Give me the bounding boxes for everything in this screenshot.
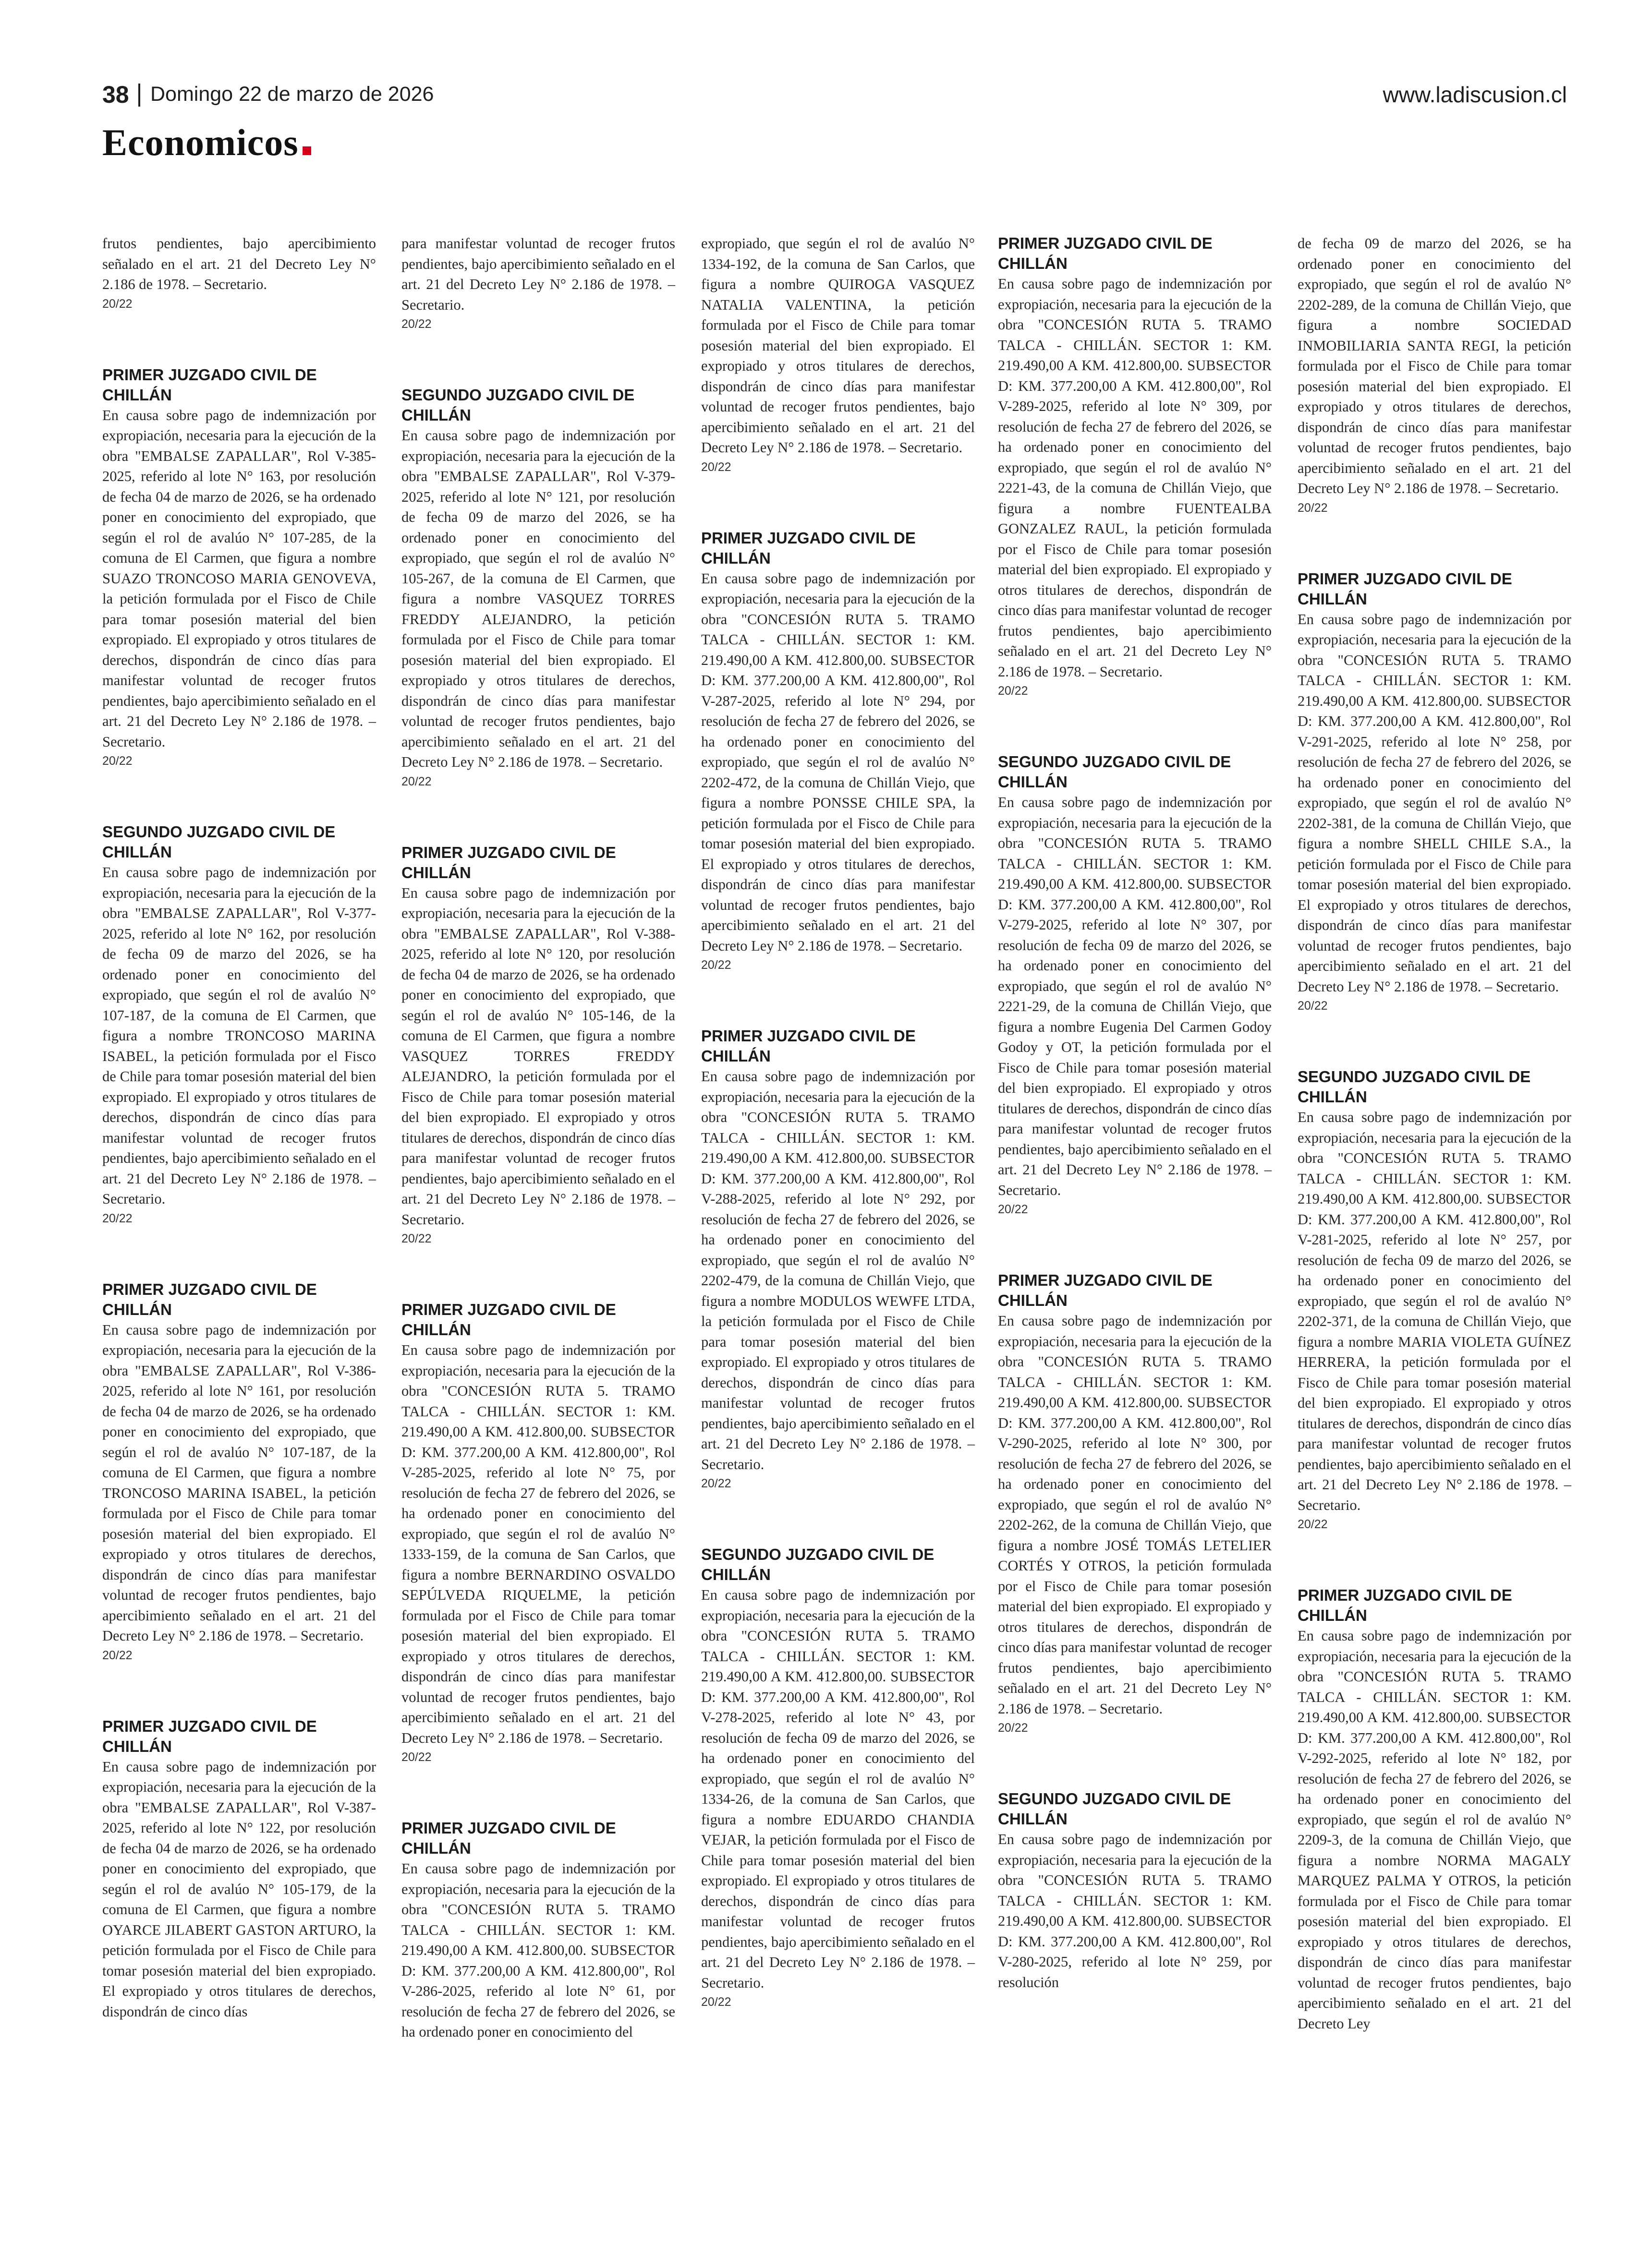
notice-court-title: SEGUNDO JUZGADO CIVIL DE CHILLÁN bbox=[998, 753, 1231, 791]
legal-notice bbox=[401, 843, 675, 1248]
notice-court-title: PRIMER JUZGADO CIVIL DE CHILLÁN bbox=[401, 843, 616, 881]
notice-body: En causa sobre pago de indemnización por expropiación, necesaria para la ejecución de la obra "CONCESIÓN RUTA 5. TRAMO TALCA - CHILLÁN. SECTOR 1: KM. 219.490,00 A KM. 412.800,00. SUBSECTOR D: KM. 377.200,00 A KM. 412.800,00", Rol V-281-2025, referido al lote N° 257, por resolución de fecha 09 de marzo del 2026, se ha ordenado poner en conocimiento del expropiado, que según el rol de avalúo N° 2202-371, de la comuna de Chillán Viejo, que figura a nombre MARIA VIOLETA GUÍNEZ HERRERA, la petición formulada por el Fisco de Chile para tomar posesión material del bien expropiado. El expropiado y otros titulares de derechos, dispondrán de cinco días para manifestar voluntad de recoger frutos pendientes, bajo apercibimiento señalado en el art. 21 del Decreto Ley N° 2.186 de 1978. – Secretario. bbox=[1298, 1109, 1571, 1513]
notice-court-title: PRIMER JUZGADO CIVIL DE CHILLÁN bbox=[102, 1280, 317, 1318]
notice-body: En causa sobre pago de indemnización por expropiación, necesaria para la ejecución de la obra "EMBALSE ZAPALLAR", Rol V-385-2025, referido al lote N° 163, por resolución de fecha 04 de marzo de 2026, se ha ordenado poner en conocimiento del expropiado, que según el rol de avalúo N° 107-285, de la comuna de El Carmen, que figura a nombre SUAZO TRONCOSO MARIA GENOVEVA, la petición formulada por el Fisco de Chile para tomar posesión material del bien expropiado. El expropiado y otros titulares de derechos, dispondrán de cinco días para manifestar voluntad de recoger frutos pendientes, bajo apercibimiento señalado en el art. 21 del Decreto Ley N° 2.186 de 1978. – Secretario. bbox=[102, 407, 376, 750]
legal-notice bbox=[701, 1544, 975, 2011]
legal-notice bbox=[102, 822, 376, 1228]
section-title bbox=[102, 121, 311, 164]
notice-body: para manifestar voluntad de recoger frutos pendientes, bajo apercibimiento señalado en el art. 21 del Decreto Ley N° 2.186 de 1978. – Secretario. bbox=[401, 235, 675, 313]
notice-code: 20/22 bbox=[701, 460, 731, 474]
notice-court-title: PRIMER JUZGADO CIVIL DE CHILLÁN bbox=[102, 365, 317, 404]
notice-court-title: PRIMER JUZGADO CIVIL DE CHILLÁN bbox=[998, 234, 1213, 272]
legal-notice bbox=[1298, 233, 1571, 517]
notice-court-title: SEGUNDO JUZGADO CIVIL DE CHILLÁN bbox=[401, 386, 635, 424]
notice-body: En causa sobre pago de indemnización por expropiación, necesaria para la ejecución de la obra "EMBALSE ZAPALLAR", Rol V-388-2025, referido al lote N° 120, por resolución de fecha 04 de marzo de 2026, se ha ordenado poner en conocimiento del expropiado, que según el rol de avalúo N° 105-146, de la comuna de El Carmen, que figura a nombre VASQUEZ TORRES FREDDY ALEJANDRO, la petición formulada por el Fisco de Chile para tomar posesión material del bien expropiado. El expropiado y otros titulares de derechos, dispondrán de cinco días para manifestar voluntad de recoger frutos pendientes, bajo apercibimiento señalado en el art. 21 del Decreto Ley N° 2.186 de 1978. – Secretario. bbox=[401, 884, 675, 1228]
column-5 bbox=[1298, 233, 1571, 2086]
legal-notice bbox=[998, 1789, 1272, 1992]
notice-body: En causa sobre pago de indemnización por expropiación, necesaria para la ejecución de la obra "CONCESIÓN RUTA 5. TRAMO TALCA - CHILLÁN. SECTOR 1: KM. 219.490,00 A KM. 412.800,00. SUBSECTOR D: KM. 377.200,00 A KM. 412.800,00", Rol V-278-2025, referido al lote N° 43, por resolución de fecha 09 de marzo del 2026, se ha ordenado poner en conocimiento del expropiado, que según el rol de avalúo N° 1334-26, de la comuna de San Carlos, que figura a nombre EDUARDO CHANDIA VEJAR, la petición formulada por el Fisco de Chile para tomar posesión material del bien expropiado. El expropiado y otros titulares de derechos, dispondrán de cinco días para manifestar voluntad de recoger frutos pendientes, bajo apercibimiento señalado en el art. 21 del Decreto Ley N° 2.186 de 1978. – Secretario. bbox=[701, 1587, 975, 1991]
notice-court-title: PRIMER JUZGADO CIVIL DE CHILLÁN bbox=[998, 1271, 1213, 1309]
notice-court-title: SEGUNDO JUZGADO CIVIL DE CHILLÁN bbox=[701, 1545, 935, 1583]
column-4 bbox=[998, 233, 1272, 2044]
column-3 bbox=[701, 233, 975, 2063]
notice-court-title: PRIMER JUZGADO CIVIL DE CHILLÁN bbox=[401, 1819, 616, 1857]
legal-notice bbox=[998, 752, 1272, 1218]
notice-code: 20/22 bbox=[998, 684, 1028, 698]
notice-court-title: SEGUNDO JUZGADO CIVIL DE CHILLÁN bbox=[102, 823, 336, 861]
website-link[interactable]: www.ladiscusion.cl bbox=[1383, 82, 1567, 107]
legal-notice bbox=[401, 1300, 675, 1766]
notice-code: 20/22 bbox=[401, 1232, 432, 1245]
notice-court-title: PRIMER JUZGADO CIVIL DE CHILLÁN bbox=[1298, 1586, 1512, 1624]
legal-notice bbox=[701, 528, 975, 975]
legal-notice bbox=[701, 233, 975, 476]
notice-body: de fecha 09 de marzo del 2026, se ha ordenado poner en conocimiento del expropiado, que según el rol de avalúo N° 2202-289, de la comuna de Chillán Viejo, que figura a nombre SOCIEDAD INMOBILIARIA SANTA REGI, la petición formulada por el Fisco de Chile para tomar posesión material del bien expropiado. El expropiado y otros titulares de derechos, dispondrán de cinco días para manifestar voluntad de recoger frutos pendientes, bajo apercibimiento señalado en el art. 21 del Decreto Ley N° 2.186 de 1978. – Secretario. bbox=[1298, 235, 1571, 496]
notice-body: En causa sobre pago de indemnización por expropiación, necesaria para la ejecución de la obra "CONCESIÓN RUTA 5. TRAMO TALCA - CHILLÁN. SECTOR 1: KM. 219.490,00 A KM. 412.800,00. SUBSECTOR D: KM. 377.200,00 A KM. 412.800,00", Rol V-289-2025, referido al lote N° 309, por resolución de fecha 27 de febrero del 2026, se ha ordenado poner en conocimiento del expropiado, que según el rol de avalúo N° 2221-43, de la comuna de Chillán Viejo, que figura a nombre FUENTEALBA GONZALEZ RAUL, la petición formulada por el Fisco de Chile para tomar posesión material del bien expropiado. El expropiado y otros titulares de derechos, dispondrán de cinco días para manifestar voluntad de recoger frutos pendientes, bajo apercibimiento señalado en el art. 21 del Decreto Ley N° 2.186 de 1978. – Secretario. bbox=[998, 276, 1272, 680]
legal-notice bbox=[102, 1716, 376, 2022]
notice-court-title: PRIMER JUZGADO CIVIL DE CHILLÁN bbox=[1298, 569, 1512, 608]
notice-code: 20/22 bbox=[102, 1211, 133, 1225]
page-number: 38 bbox=[102, 81, 129, 108]
notice-code: 20/22 bbox=[401, 774, 432, 788]
legal-notice bbox=[102, 1279, 376, 1665]
notice-body: En causa sobre pago de indemnización por expropiación, necesaria para la ejecución de la obra "CONCESIÓN RUTA 5. TRAMO TALCA - CHILLÁN. SECTOR 1: KM. 219.490,00 A KM. 412.800,00. SUBSECTOR D: KM. 377.200,00 A KM. 412.800,00", Rol V-290-2025, referido al lote N° 300, por resolución de fecha 27 de febrero del 2026, se ha ordenado poner en conocimiento del expropiado, que según el rol de avalúo N° 2202-262, de la comuna de Chillán Viejo, que figura a nombre JOSÉ TOMÁS LETELIER CORTÉS Y OTROS, la petición formulada por el Fisco de Chile para tomar posesión material del bien expropiado. El expropiado y otros titulares de derechos, dispondrán de cinco días para manifestar voluntad de recoger frutos pendientes, bajo apercibimiento señalado en el art. 21 del Decreto Ley N° 2.186 de 1978. – Secretario. bbox=[998, 1313, 1272, 1717]
notice-code: 20/22 bbox=[701, 958, 731, 972]
notice-code: 20/22 bbox=[1298, 501, 1328, 515]
notice-body: expropiado, que según el rol de avalúo N° 1334-192, de la comuna de San Carlos, que figura a nombre QUIROGA VASQUEZ NATALIA VALENTINA, la petición formulada por el Fisco de Chile para tomar posesión material del bien expropiado. El expropiado y otros titulares de derechos, dispondrán de cinco días para manifestar voluntad de recoger frutos pendientes, bajo apercibimiento señalado en el art. 21 del Decreto Ley N° 2.186 de 1978. – Secretario. bbox=[701, 235, 975, 456]
notice-code: 20/22 bbox=[998, 1721, 1028, 1735]
page-header bbox=[102, 81, 1567, 119]
notice-court-title: PRIMER JUZGADO CIVIL DE CHILLÁN bbox=[701, 529, 916, 567]
notice-code: 20/22 bbox=[401, 317, 432, 331]
legal-notice bbox=[401, 385, 675, 791]
notice-court-title: PRIMER JUZGADO CIVIL DE CHILLÁN bbox=[701, 1027, 916, 1065]
notice-code: 20/22 bbox=[1298, 1518, 1328, 1531]
notice-body: En causa sobre pago de indemnización por expropiación, necesaria para la ejecución de la obra "CONCESIÓN RUTA 5. TRAMO TALCA - CHILLÁN. SECTOR 1: KM. 219.490,00 A KM. 412.800,00. SUBSECTOR D: KM. 377.200,00 A KM. 412.800,00", Rol V-291-2025, referido al lote N° 258, por resolución de fecha 27 de febrero del 2026, se ha ordenado poner en conocimiento del expropiado, que según el rol de avalúo N° 2202-381, de la comuna de Chillán Viejo, que figura a nombre SHELL CHILE S.A., la petición formulada por el Fisco de Chile para tomar posesión material del bien expropiado. El expropiado y otros titulares de derechos, dispondrán de cinco días para manifestar voluntad de recoger frutos pendientes, bajo apercibimiento señalado en el art. 21 del Decreto Ley N° 2.186 de 1978. – Secretario. bbox=[1298, 611, 1571, 995]
notice-body: En causa sobre pago de indemnización por expropiación, necesaria para la ejecución de la obra "EMBALSE ZAPALLAR", Rol V-387-2025, referido al lote N° 122, por resolución de fecha 04 de marzo de 2026, se ha ordenado poner en conocimiento del expropiado, que según el rol de avalúo N° 105-179, de la comuna de El Carmen, que figura a nombre OYARCE JILABERT GASTON ARTURO, la petición formulada por el Fisco de Chile para tomar posesión material del bien expropiado. El expropiado y otros titulares de derechos, dispondrán de cinco días bbox=[102, 1758, 376, 2020]
header-separator bbox=[138, 84, 140, 107]
legal-notice bbox=[401, 233, 675, 333]
notice-body: En causa sobre pago de indemnización por expropiación, necesaria para la ejecución de la obra "CONCESIÓN RUTA 5. TRAMO TALCA - CHILLÁN. SECTOR 1: KM. 219.490,00 A KM. 412.800,00. SUBSECTOR D: KM. 377.200,00 A KM. 412.800,00", Rol V-285-2025, referido al lote N° 75, por resolución de fecha 27 de febrero del 2026, se ha ordenado poner en conocimiento del expropiado, que según el rol de avalúo N° 1333-159, de la comuna de San Carlos, que figura a nombre BERNARDINO OSVALDO SEPÚLVEDA RIQUELME, la petición formulada por el Fisco de Chile para tomar posesión material del bien expropiado. El expropiado y otros titulares de derechos, dispondrán de cinco días para manifestar voluntad de recoger frutos pendientes, bajo apercibimiento señalado en el art. 21 del Decreto Ley N° 2.186 de 1978. – Secretario. bbox=[401, 1342, 675, 1746]
notice-body: En causa sobre pago de indemnización por expropiación, necesaria para la ejecución de la obra "EMBALSE ZAPALLAR", Rol V-379-2025, referido al lote N° 121, por resolución de fecha 09 de marzo del 2026, se ha ordenado poner en conocimiento del expropiado, que según el rol de avalúo N° 105-267, de la comuna de El Carmen, que figura a nombre VASQUEZ TORRES FREDDY ALEJANDRO, la petición formulada por el Fisco de Chile para tomar posesión material del bien expropiado. El expropiado y otros titulares de derechos, dispondrán de cinco días para manifestar voluntad de recoger frutos pendientes, bajo apercibimiento señalado en el art. 21 del Decreto Ley N° 2.186 de 1978. – Secretario. bbox=[401, 427, 675, 770]
notice-body: En causa sobre pago de indemnización por expropiación, necesaria para la ejecución de la obra "CONCESIÓN RUTA 5. TRAMO TALCA - CHILLÁN. SECTOR 1: KM. 219.490,00 A KM. 412.800,00. SUBSECTOR D: KM. 377.200,00 A KM. 412.800,00", Rol V-280-2025, referido al lote N° 259, por resolución bbox=[998, 1831, 1272, 1991]
column-2 bbox=[401, 233, 675, 2094]
notice-code: 20/22 bbox=[102, 754, 133, 768]
notice-court-title: PRIMER JUZGADO CIVIL DE CHILLÁN bbox=[102, 1717, 317, 1755]
notice-court-title: SEGUNDO JUZGADO CIVIL DE CHILLÁN bbox=[1298, 1068, 1531, 1106]
legal-notice bbox=[401, 1818, 675, 2042]
legal-notice bbox=[701, 1026, 975, 1493]
issue-date: Domingo 22 de marzo de 2026 bbox=[150, 83, 434, 106]
notice-body: frutos pendientes, bajo apercibimiento señalado en el art. 21 del Decreto Ley N° 2.186 de 1978. – Secretario. bbox=[102, 235, 376, 292]
notice-body: En causa sobre pago de indemnización por expropiación, necesaria para la ejecución de la obra "CONCESIÓN RUTA 5. TRAMO TALCA - CHILLÁN. SECTOR 1: KM. 219.490,00 A KM. 412.800,00. SUBSECTOR D: KM. 377.200,00 A KM. 412.800,00", Rol V-279-2025, referido al lote N° 307, por resolución de fecha 09 de marzo del 2026, se ha ordenado poner en conocimiento del expropiado, que según el rol de avalúo N° 2221-29, de la comuna de Chillán Viejo, que figura a nombre Eugenia Del Carmen Godoy Godoy y OT, la petición formulada por el Fisco de Chile para tomar posesión material del bien expropiado. El expropiado y otros titulares de derechos, dispondrán de cinco días para manifestar voluntad de recoger frutos pendientes, bajo apercibimiento señalado en el art. 21 del Decreto Ley N° 2.186 de 1978. – Secretario. bbox=[998, 794, 1272, 1198]
notice-court-title: PRIMER JUZGADO CIVIL DE CHILLÁN bbox=[401, 1301, 616, 1339]
notice-body: En causa sobre pago de indemnización por expropiación, necesaria para la ejecución de la obra "CONCESIÓN RUTA 5. TRAMO TALCA - CHILLÁN. SECTOR 1: KM. 219.490,00 A KM. 412.800,00. SUBSECTOR D: KM. 377.200,00 A KM. 412.800,00", Rol V-286-2025, referido al lote N° 61, por resolución de fecha 27 de febrero del 2026, se ha ordenado poner en conocimiento del bbox=[401, 1860, 675, 2040]
notice-code: 20/22 bbox=[1298, 999, 1328, 1013]
notice-body: En causa sobre pago de indemnización por expropiación, necesaria para la ejecución de la obra "CONCESIÓN RUTA 5. TRAMO TALCA - CHILLÁN. SECTOR 1: KM. 219.490,00 A KM. 412.800,00. SUBSECTOR D: KM. 377.200,00 A KM. 412.800,00", Rol V-292-2025, referido al lote N° 182, por resolución de fecha 27 de febrero del 2026, se ha ordenado poner en conocimiento del expropiado, que según el rol de avalúo N° 2209-3, de la comuna de Chillán Viejo, que figura a nombre NORMA MAGALY MARQUEZ PALMA Y OTROS, la petición formulada por el Fisco de Chile para tomar posesión material del bien expropiado. El expropiado y otros titulares de derechos, dispondrán de cinco días para manifestar voluntad de recoger frutos pendientes, bajo apercibimiento señalado en el art. 21 del Decreto Ley bbox=[1298, 1628, 1571, 2032]
legal-notice bbox=[998, 233, 1272, 700]
legal-notice bbox=[1298, 569, 1571, 1015]
legal-notice bbox=[998, 1270, 1272, 1737]
legal-notice bbox=[1298, 1585, 1571, 2034]
notice-body: En causa sobre pago de indemnización por expropiación, necesaria para la ejecución de la obra "EMBALSE ZAPALLAR", Rol V-386-2025, referido al lote N° 161, por resolución de fecha 04 de marzo de 2026, se ha ordenado poner en conocimiento del expropiado, que según el rol de avalúo N° 107-187, de la comuna de El Carmen, que figura a nombre TRONCOSO MARINA ISABEL, la petición formulada por el Fisco de Chile para tomar posesión material del bien expropiado. El expropiado y otros titulares de derechos, dispondrán de cinco días para manifestar voluntad de recoger frutos pendientes, bajo apercibimiento señalado en el art. 21 del Decreto Ley N° 2.186 de 1978. – Secretario. bbox=[102, 1321, 376, 1644]
notice-code: 20/22 bbox=[102, 297, 133, 311]
notice-code: 20/22 bbox=[401, 1750, 432, 1764]
notice-body: En causa sobre pago de indemnización por expropiación, necesaria para la ejecución de la obra "EMBALSE ZAPALLAR", Rol V-377-2025, referido al lote N° 162, por resolución de fecha 09 de marzo del 2026, se ha ordenado poner en conocimiento del expropiado, que según el rol de avalúo N° 107-187, de la comuna de El Carmen, que figura a nombre TRONCOSO MARINA ISABEL, la petición formulada por el Fisco de Chile para tomar posesión material del bien expropiado. El expropiado y otros titulares de derechos, dispondrán de cinco días para manifestar voluntad de recoger frutos pendientes, bajo apercibimiento señalado en el art. 21 del Decreto Ley N° 2.186 de 1978. – Secretario. bbox=[102, 864, 376, 1207]
notice-body: En causa sobre pago de indemnización por expropiación, necesaria para la ejecución de la obra "CONCESIÓN RUTA 5. TRAMO TALCA - CHILLÁN. SECTOR 1: KM. 219.490,00 A KM. 412.800,00. SUBSECTOR D: KM. 377.200,00 A KM. 412.800,00", Rol V-288-2025, referido al lote N° 292, por resolución de fecha 27 de febrero del 2026, se ha ordenado poner en conocimiento del expropiado, que según el rol de avalúo N° 2202-479, de la comuna de Chillán Viejo, que figura a nombre MODULOS WEWFE LTDA, la petición formulada por el Fisco de Chile para tomar posesión material del bien expropiado. El expropiado y otros titulares de derechos, dispondrán de cinco días para manifestar voluntad de recoger frutos pendientes, bajo apercibimiento señalado en el art. 21 del Decreto Ley N° 2.186 de 1978. – Secretario. bbox=[701, 1068, 975, 1472]
legal-notice bbox=[102, 365, 376, 771]
notice-court-title: SEGUNDO JUZGADO CIVIL DE CHILLÁN bbox=[998, 1790, 1231, 1828]
section-title-text: Economicos bbox=[102, 121, 299, 163]
notice-code: 20/22 bbox=[998, 1203, 1028, 1216]
legal-notice bbox=[1298, 1067, 1571, 1533]
notice-body: En causa sobre pago de indemnización por expropiación, necesaria para la ejecución de la obra "CONCESIÓN RUTA 5. TRAMO TALCA - CHILLÁN. SECTOR 1: KM. 219.490,00 A KM. 412.800,00. SUBSECTOR D: KM. 377.200,00 A KM. 412.800,00", Rol V-287-2025, referido al lote N° 294, por resolución de fecha 27 de febrero del 2026, se ha ordenado poner en conocimiento del expropiado, que según el rol de avalúo N° 2202-472, de la comuna de Chillán Viejo, que figura a nombre PONSSE CHILE SPA, la petición formulada por el Fisco de Chile para tomar posesión material del bien expropiado. El expropiado y otros titulares de derechos, dispondrán de cinco días para manifestar voluntad de recoger frutos pendientes, bajo apercibimiento señalado en el art. 21 del Decreto Ley N° 2.186 de 1978. – Secretario. bbox=[701, 570, 975, 954]
notice-code: 20/22 bbox=[701, 1995, 731, 2009]
column-1 bbox=[102, 233, 376, 2074]
notice-code: 20/22 bbox=[701, 1477, 731, 1490]
notice-code: 20/22 bbox=[102, 1648, 133, 1662]
section-dot-icon bbox=[303, 146, 311, 155]
legal-notice bbox=[102, 233, 376, 313]
